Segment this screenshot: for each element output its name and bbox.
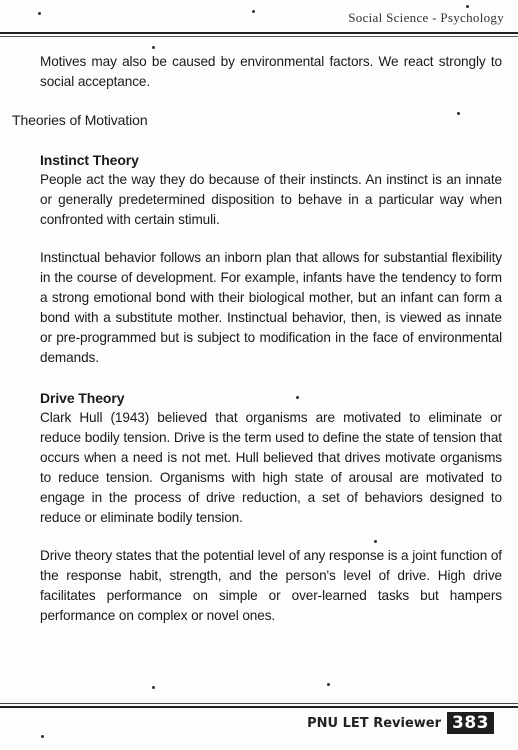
scan-speck bbox=[152, 46, 155, 49]
instinct-paragraph-2: Instinctual behavior follows an inborn plan that allows for substantial flexibility in the course of development. For example, infants have the tendency to form a strong emotional bond with their biological mother, but an infant can form a bond with a substitute mother. Instinctual behavior, then, is viewed as innate or pre-programmed but is subject to modification in the face of environmental demands. bbox=[40, 250, 502, 365]
header-rule-thin bbox=[0, 36, 518, 37]
scan-speck bbox=[152, 686, 155, 689]
scan-speck bbox=[252, 10, 255, 13]
page-footer bbox=[307, 711, 494, 735]
header-rule bbox=[0, 32, 518, 34]
running-header: Social Science - Psychology bbox=[348, 10, 504, 25]
intro-paragraph: Motives may also be caused by environmental factors. We react strongly to social acceptance. bbox=[40, 54, 502, 89]
scan-speck bbox=[41, 735, 44, 738]
page-body bbox=[0, 52, 518, 626]
drive-theory-title: Drive Theory bbox=[40, 390, 125, 406]
instinct-theory-title: Instinct Theory bbox=[40, 152, 139, 168]
scan-speck bbox=[327, 683, 330, 686]
drive-paragraph-2: Drive theory states that the potential level of any response is a joint function of the response habit, strength, and the person's level of drive. High drive facilitates performance on simple or over-learned tasks but hampers performance on complex or novel ones. bbox=[40, 548, 502, 623]
drive-paragraph-1: Clark Hull (1943) believed that organisms are motivated to eliminate or reduce bodily tension. Drive is the term used to define the state of tension that occurs when a need is not met. Hull believed that drives motivate organisms to reduce tension. Organisms with high state of arousal are motivated to engage in the process of drive reduction, a set of behaviors designed to reduce or eliminate bodily tension. bbox=[40, 410, 502, 525]
scan-speck bbox=[466, 5, 469, 8]
scan-speck bbox=[374, 540, 377, 543]
footer-rule-thin bbox=[0, 703, 518, 704]
scan-speck bbox=[457, 112, 460, 115]
footer-rule bbox=[0, 706, 518, 708]
footer-label: PNU LET Reviewer bbox=[307, 715, 441, 731]
instinct-paragraph-1: People act the way they do because of their instincts. An instinct is an innate or generally predetermined disposition to behave in a particular way when confronted with certain stimuli. bbox=[40, 172, 502, 227]
section-title: Theories of Motivation bbox=[12, 112, 148, 128]
scan-speck bbox=[38, 12, 41, 15]
page-number-badge: 383 bbox=[447, 712, 494, 734]
scan-speck bbox=[296, 396, 299, 399]
